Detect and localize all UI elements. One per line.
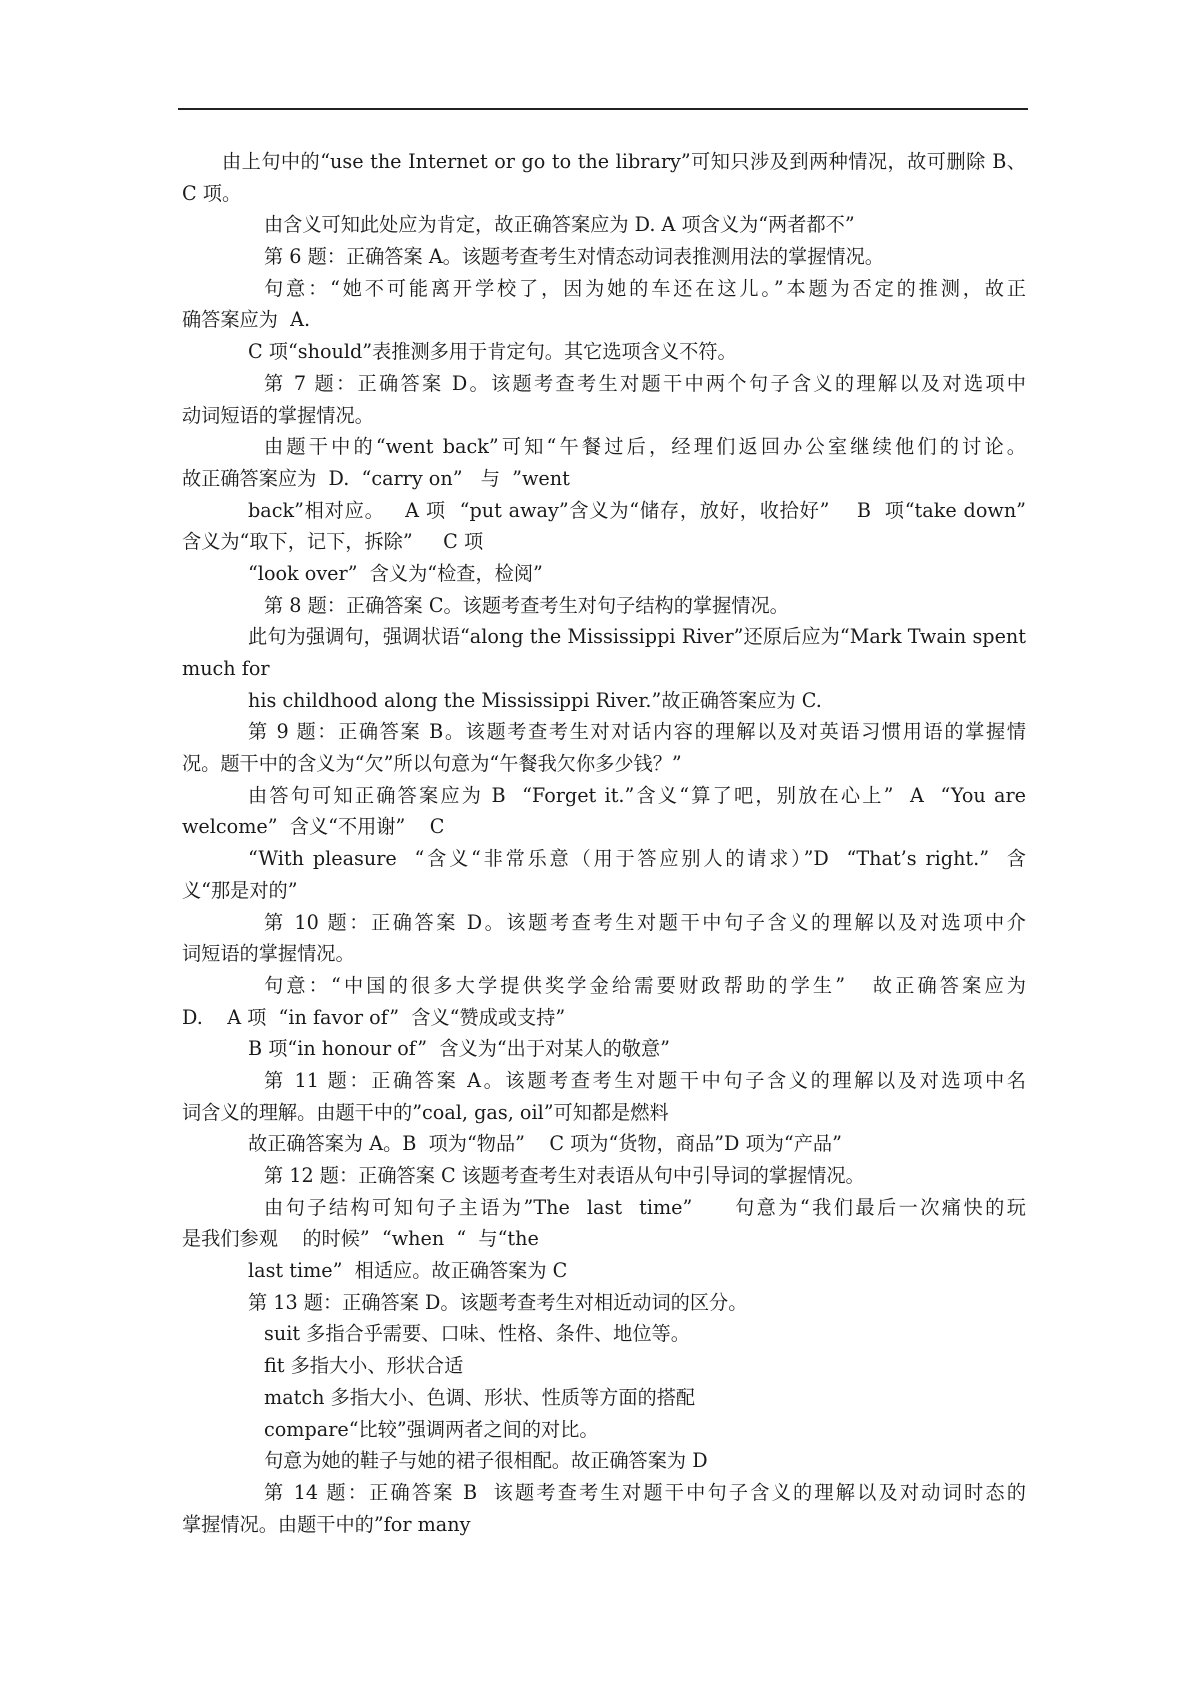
text-line: 由上句中的“use the Internet or go to the library”可知只涉及到两种情况，故可删除 B、: [222, 150, 1026, 173]
text-line: suit 多指合乎需要、口味、性格、条件、地位等。: [264, 1322, 690, 1346]
text-line: 句意：“她不可能离开学校了，因为她的车还在这儿。”本题为否定的推测，故正: [264, 276, 1026, 300]
text-line: 词短语的掌握情况。: [182, 942, 355, 966]
text-line: 第 10 题：正确答案 D。该题考查考生对题干中句子含义的理解以及对选项中介: [264, 910, 1026, 934]
text-line: 此句为强调句，强调状语“along the Mississippi River”还原后应为“Mark Twain spent: [248, 625, 1026, 649]
text-line: 故正确答案应为 D. “carry on” 与 ”went: [182, 466, 570, 490]
text-line: 由句子结构可知句子主语为”The last time” 句意为“我们最后一次痛快的玩: [264, 1195, 1026, 1219]
text-line: 由含义可知此处应为肯定，故正确答案应为 D. A 项含义为“两者都不”: [264, 213, 855, 237]
text-line: fit 多指大小、形状合适: [264, 1354, 464, 1378]
text-line: 第 11 题：正确答案 A。该题考查考生对题干中句子含义的理解以及对选项中名: [264, 1068, 1026, 1092]
text-line: 故正确答案为 A。B 项为“物品” C 项为“货物，商品”D 项为“产品”: [248, 1132, 842, 1156]
text-line: last time” 相适应。故正确答案为 C: [248, 1259, 568, 1283]
text-line: 含义为“取下，记下，拆除” C 项: [182, 530, 484, 554]
text-line: welcome” 含义“不用谢” C: [182, 815, 445, 839]
text-line: 第 9 题：正确答案 B。该题考查考生对对话内容的理解以及对英语习惯用语的掌握情: [248, 720, 1026, 744]
text-line: 词含义的理解。由题干中的”coal, gas, oil”可知都是燃料: [182, 1100, 669, 1124]
text-line: 第 7 题：正确答案 D。该题考查考生对题干中两个句子含义的理解以及对选项中: [264, 371, 1026, 395]
text-line: 确答案应为 A.: [182, 308, 311, 332]
text-line: B 项“in honour of” 含义为“出于对某人的敬意”: [248, 1037, 670, 1061]
text-line: 第 13 题：正确答案 D。该题考查考生对相近动词的区分。: [248, 1290, 748, 1314]
text-line: much for: [182, 657, 270, 680]
text-line: 掌握情况。由题干中的”for many: [182, 1512, 471, 1536]
text-line: back”相对应。 A 项 “put away”含义为“储存，放好，收拾好” B 项“take down”: [248, 498, 1026, 522]
text-line: C 项“should”表推测多用于肯定句。其它选项含义不符。: [248, 340, 737, 364]
text-line: 动词短语的掌握情况。: [182, 403, 374, 427]
header-rule: [178, 108, 1028, 110]
text-line: his childhood along the Mississippi River.”故正确答案应为 C.: [248, 688, 822, 712]
text-line: 第 6 题：正确答案 A。该题考查考生对情态动词表推测用法的掌握情况。: [264, 245, 884, 269]
text-line: 句意：“中国的很多大学提供奖学金给需要财政帮助的学生” 故正确答案应为: [264, 973, 1026, 997]
text-line: D. A 项 “in favor of” 含义“赞成或支持”: [182, 1005, 566, 1029]
document-body: [182, 146, 1026, 1540]
text-line: 况。题干中的含义为“欠”所以句意为“午餐我欠你多少钱？”: [182, 752, 682, 776]
text-line: 第 8 题：正确答案 C。该题考查考生对句子结构的掌握情况。: [264, 593, 789, 617]
text-line: C 项。: [182, 181, 242, 205]
text-line: match 多指大小、色调、形状、性质等方面的搭配: [264, 1385, 696, 1409]
text-line: 义“那是对的”: [182, 878, 298, 902]
text-line: 由答句可知正确答案应为 B “Forget it.”含义“算了吧，别放在心上” A “You are: [248, 783, 1026, 807]
text-line: “With pleasure “含义“非常乐意（用于答应别人的请求）”D “That’s right.” 含: [248, 847, 1026, 871]
text-line: 第 14 题：正确答案 B 该题考查考生对题干中句子含义的理解以及对动词时态的: [264, 1480, 1026, 1504]
text-line: 由题干中的“went back”可知“午餐过后，经理们返回办公室继续他们的讨论。: [264, 435, 1026, 459]
text-line: “look over” 含义为“检查，检阅”: [248, 561, 543, 585]
text-line: 句意为她的鞋子与她的裙子很相配。故正确答案为 D: [264, 1449, 708, 1473]
text-line: 是我们参观 的时候” “when “ 与“the: [182, 1227, 539, 1251]
text-line: compare“比较”强调两者之间的对比。: [264, 1417, 599, 1441]
text-line: 第 12 题：正确答案 C 该题考查考生对表语从句中引导词的掌握情况。: [264, 1164, 865, 1187]
